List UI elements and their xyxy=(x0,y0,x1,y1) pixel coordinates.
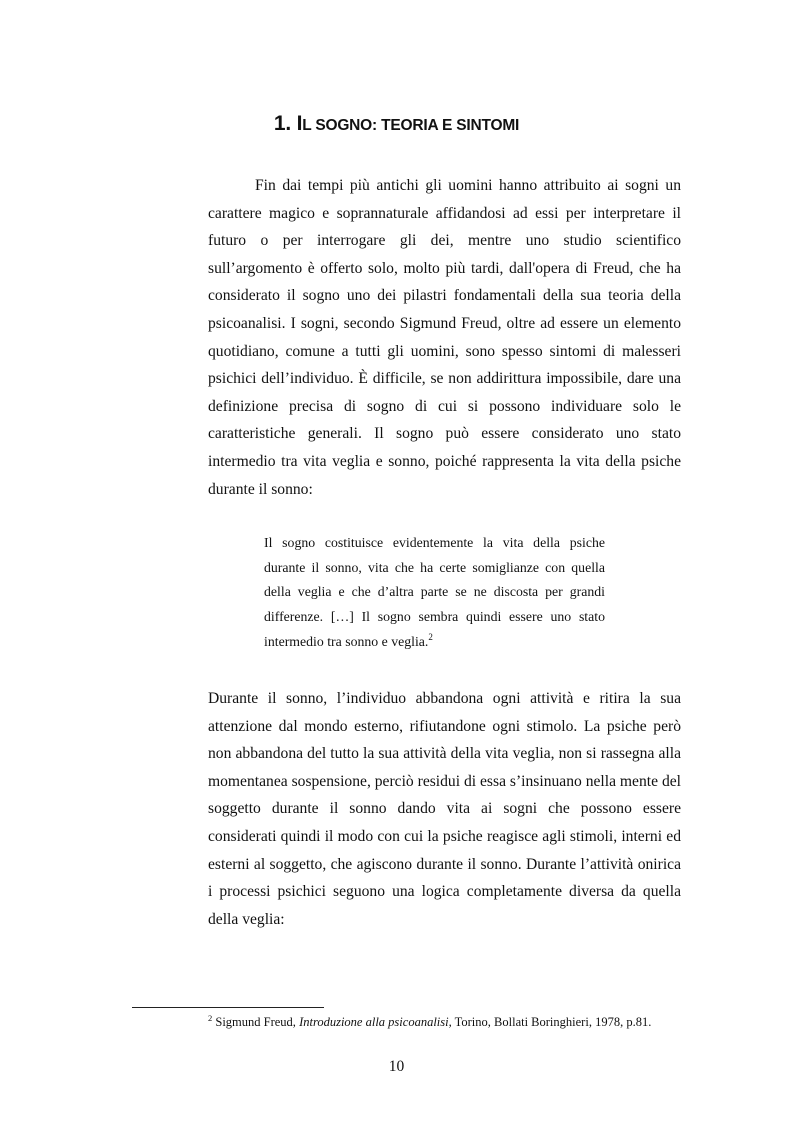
heading-number: 1. xyxy=(273,112,297,135)
body-paragraph-1: Fin dai tempi più antichi gli uomini hanno attribuito ai sogni un carattere magico e soprannaturale affidandosi ad essi per interpretare il futuro o per interrogare gli dei, mentre uno studio scientifico sull’argomento è offerto solo, molto più tardi, dall'opera di Freud, che ha considerato il sogno uno dei pilastri fondamentali della sua teoria della psicoanalisi. I sogni, secondo Sigmund Freud, oltre ad essere un elemento quotidiano, comune a tutti gli uomini, sono spesso sintomi di malesseri psichici dell’individuo. È difficile, se non addirittura impossibile, dare una definizione precisa di sogno di cui si possono individuare solo le caratteristiche generali. Il sogno può essere considerato uno stato intermedio tra vita veglia e sonno, poiché rappresenta la vita della psiche durante il sonno: xyxy=(208,177,681,498)
heading-initial: I xyxy=(296,112,303,135)
chapter-heading xyxy=(0,112,793,136)
block-quote xyxy=(264,531,605,655)
body-paragraph-2: Durante il sonno, l’individuo abbandona ogni attività e ritira la sua attenzione dal mondo esterno, rifiutandone ogni stimolo. La psiche però non abbandona del tutto la sua attività della vita veglia, non si rassegna alla momentanea sospensione, perciò residui di essa s’insinuano nella mente del soggetto durante il sonno dando vita ai sogni che possono essere considerati quindi il modo con cui la psiche reagisce agli stimoli, interni ed esterni al soggetto, che agiscono durante il sonno. Durante l’attività onirica i processi psichici seguono una logica completamente diversa da quella della veglia: xyxy=(208,690,681,928)
footnote-reference[interactable]: 2 xyxy=(428,631,433,642)
heading-title: L SOGNO: TEORIA E SINTOMI xyxy=(302,117,520,134)
footnote-book-title: Introduzione alla psicoanalisi, xyxy=(299,1015,452,1029)
footnote-divider xyxy=(132,1007,324,1008)
footnote-details: Torino, Bollati Boringhieri, 1978, p.81. xyxy=(451,1015,652,1029)
footnote xyxy=(208,1014,681,1030)
footnote-number: 2 xyxy=(208,1013,213,1023)
page-number: 10 xyxy=(388,1058,405,1075)
footnote-author: Sigmund Freud, xyxy=(212,1015,300,1029)
quote-text: Il sogno costituisce evidentemente la vita della psiche durante il sonno, vita che ha certe somiglianze con quella della veglia e che d’altra parte se ne discosta per grandi differenze. […] Il sogno sembra quindi essere uno stato intermedio tra sonno e veglia. xyxy=(264,535,605,649)
